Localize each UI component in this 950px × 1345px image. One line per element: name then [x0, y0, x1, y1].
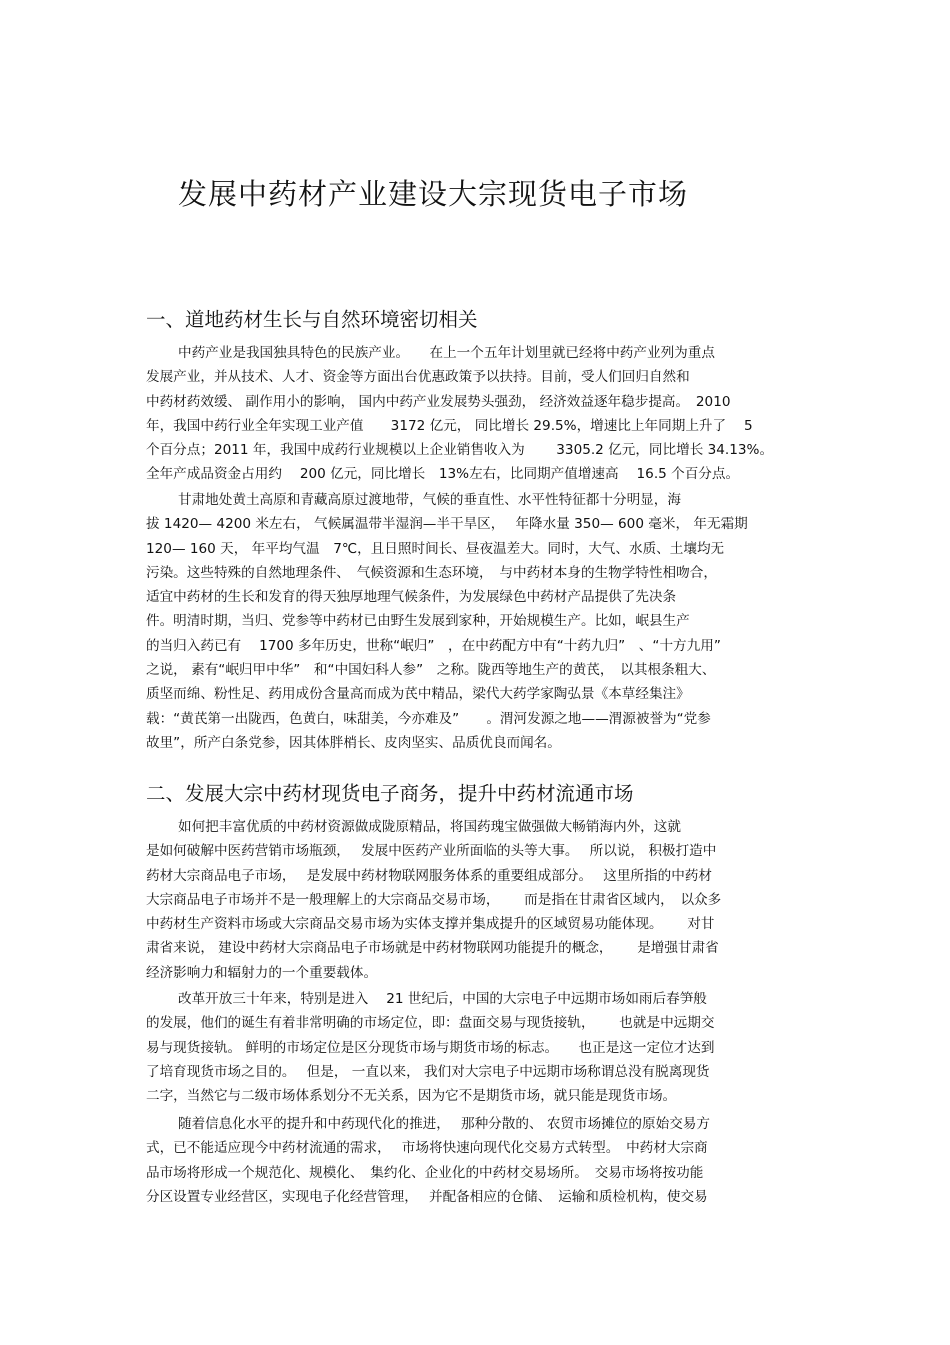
text-line: 质坚而绵、粉性足、药用成份含量高而成为芪中精品，梁代大药学家陶弘景《本草经集注》: [146, 686, 690, 703]
section-1-heading: 一、道地药材生长与自然环境密切相关: [146, 308, 478, 331]
text-line: 肃省来说， 建设中药材大宗商品电子市场就是中药材物联网功能提升的概念， 是增强甘肃省: [146, 940, 719, 957]
text-line: 易与现货接轨。 鲜明的市场定位是区分现货市场与期货市场的标志。 也正是这一定位才达到: [146, 1039, 715, 1056]
text-line: 如何把丰富优质的中药材资源做成陇原精品，将国药瑰宝做强做大畅销海内外，这就: [178, 819, 681, 835]
document-title: 发展中药材产业建设大宗现货电子市场: [178, 177, 689, 211]
text-line: 发展产业，并从技术、人才、资金等方面出台优惠政策予以扶持。目前，受人们回归自然和: [146, 369, 690, 386]
text-line: 二字，当然它与二级市场体系划分不无关系，因为它不是期货市场，就只能是现货市场。: [146, 1088, 677, 1105]
text-line: 品市场将形成一个规范化、规模化、 集约化、企业化的中药材交易场所。 交易市场将按功能: [146, 1164, 704, 1181]
text-line: 之说， 素有“岷归甲中华” 和“中国妇科人参” 之称。陇西等地生产的黄芪， 以其根条粗大、: [146, 662, 716, 679]
section-2-paragraph-2: [146, 987, 808, 1108]
section-2-paragraph-3: [146, 1112, 808, 1209]
text-line: 甘肃地处黄土高原和青藏高原过渡地带，气候的垂直性、水平性特征都十分明显，海: [178, 492, 681, 508]
text-line: 大宗商品电子市场并不是一般理解上的大宗商品交易市场， 而是指在甘肃省区域内， 以众多: [146, 891, 722, 908]
text-line: 随着信息化水平的提升和中药现代化的推进， 那种分散的、 农贸市场摊位的原始交易方: [178, 1116, 710, 1132]
text-line: 的发展，他们的诞生有着非常明确的市场定位，即：盘面交易与现货接轨， 也就是中远期交: [146, 1015, 715, 1032]
text-line: 120— 160 天， 年平均气温 7℃，且日照时间长、昼夜温差大。同时，大气、水质、土壤均无: [146, 540, 725, 557]
text-line: 式，已不能适应现今中药材流通的需求， 市场将快速向现代化交易方式转型。 中药材大宗商: [146, 1140, 708, 1157]
text-line: 药材大宗商品电子市场， 是发展中药材物联网服务体系的重要组成部分。 这里所指的中药材: [146, 867, 712, 884]
section-2-paragraph-1: [146, 815, 808, 985]
text-line: 载：“黄芪第一出陇西，色黄白，味甜美，今亦难及” 。渭河发源之地——渭源被誉为“党参: [146, 710, 711, 727]
text-line: 污染。这些特殊的自然地理条件、 气候资源和生态环境， 与中药材本身的生物学特性相吻合，: [146, 564, 717, 581]
text-line: 改革开放三十年来，特别是进入 21 世纪后，中国的大宗电子中远期市场如雨后春笋般: [178, 991, 707, 1007]
text-line: 是如何破解中医药营销市场瓶颈， 发展中医药产业所面临的头等大事。 所以说， 积极打造中: [146, 843, 717, 860]
text-line: 拔 1420— 4200 米左右， 气候属温带半湿润—半干旱区， 年降水量 350— 600 毫米， 年无霜期: [146, 516, 748, 533]
text-line: 中药材生产资料市场或大宗商品交易市场为实体支撑并集成提升的区域贸易功能体现。 对甘: [146, 916, 715, 933]
text-line: 中药产业是我国独具特色的民族产业。 在上一个五年计划里就已经将中药产业列为重点: [178, 345, 715, 361]
section-1-paragraph-1: [146, 341, 808, 487]
text-line: 适宜中药材的生长和发育的得天独厚地理气候条件，为发展绿色中药材产品提供了先决条: [146, 589, 677, 606]
section-2-heading: 二、发展大宗中药材现货电子商务，提升中药材流通市场: [146, 782, 634, 805]
text-line: 件。明清时期，当归、党参等中药材已由野生发展到家种，开始规模生产。比如，岷县生产: [146, 613, 690, 630]
text-line: 全年产成品资金占用约 200 亿元，同比增长 13%左右，比同期产值增速高 16.5 个百分点。: [146, 466, 740, 483]
text-line: 个百分点；2011 年，我国中成药行业规模以上企业销售收入为 3305.2 亿元，同比增长 34.13%。: [146, 442, 774, 459]
text-line: 了培育现货市场之目的。 但是， 一直以来， 我们对大宗电子中远期市场称谓总没有脱离现货: [146, 1063, 710, 1080]
text-line: 中药材药效缓、 副作用小的影响， 国内中药产业发展势头强劲， 经济效益逐年稳步提高。 2010: [146, 393, 731, 410]
text-line: 分区设置专业经营区，实现电子化经营管理， 并配备相应的仓储、 运输和质检机构，使交易: [146, 1188, 708, 1205]
section-1-paragraph-2: [146, 488, 808, 755]
text-line: 故里”，所产白条党参，因其体胖梢长、皮肉坚实、品质优良而闻名。: [146, 734, 561, 751]
text-line: 年，我国中药行业全年实现工业产值 3172 亿元， 同比增长 29.5%，增速比上年同期上升了 5: [146, 417, 753, 434]
text-line: 的当归入药已有 1700 多年历史，世称“岷归” ，在中药配方中有“十药九归” 、“十方九用”: [146, 637, 721, 654]
text-line: 经济影响力和辐射力的一个重要载体。: [146, 964, 378, 981]
